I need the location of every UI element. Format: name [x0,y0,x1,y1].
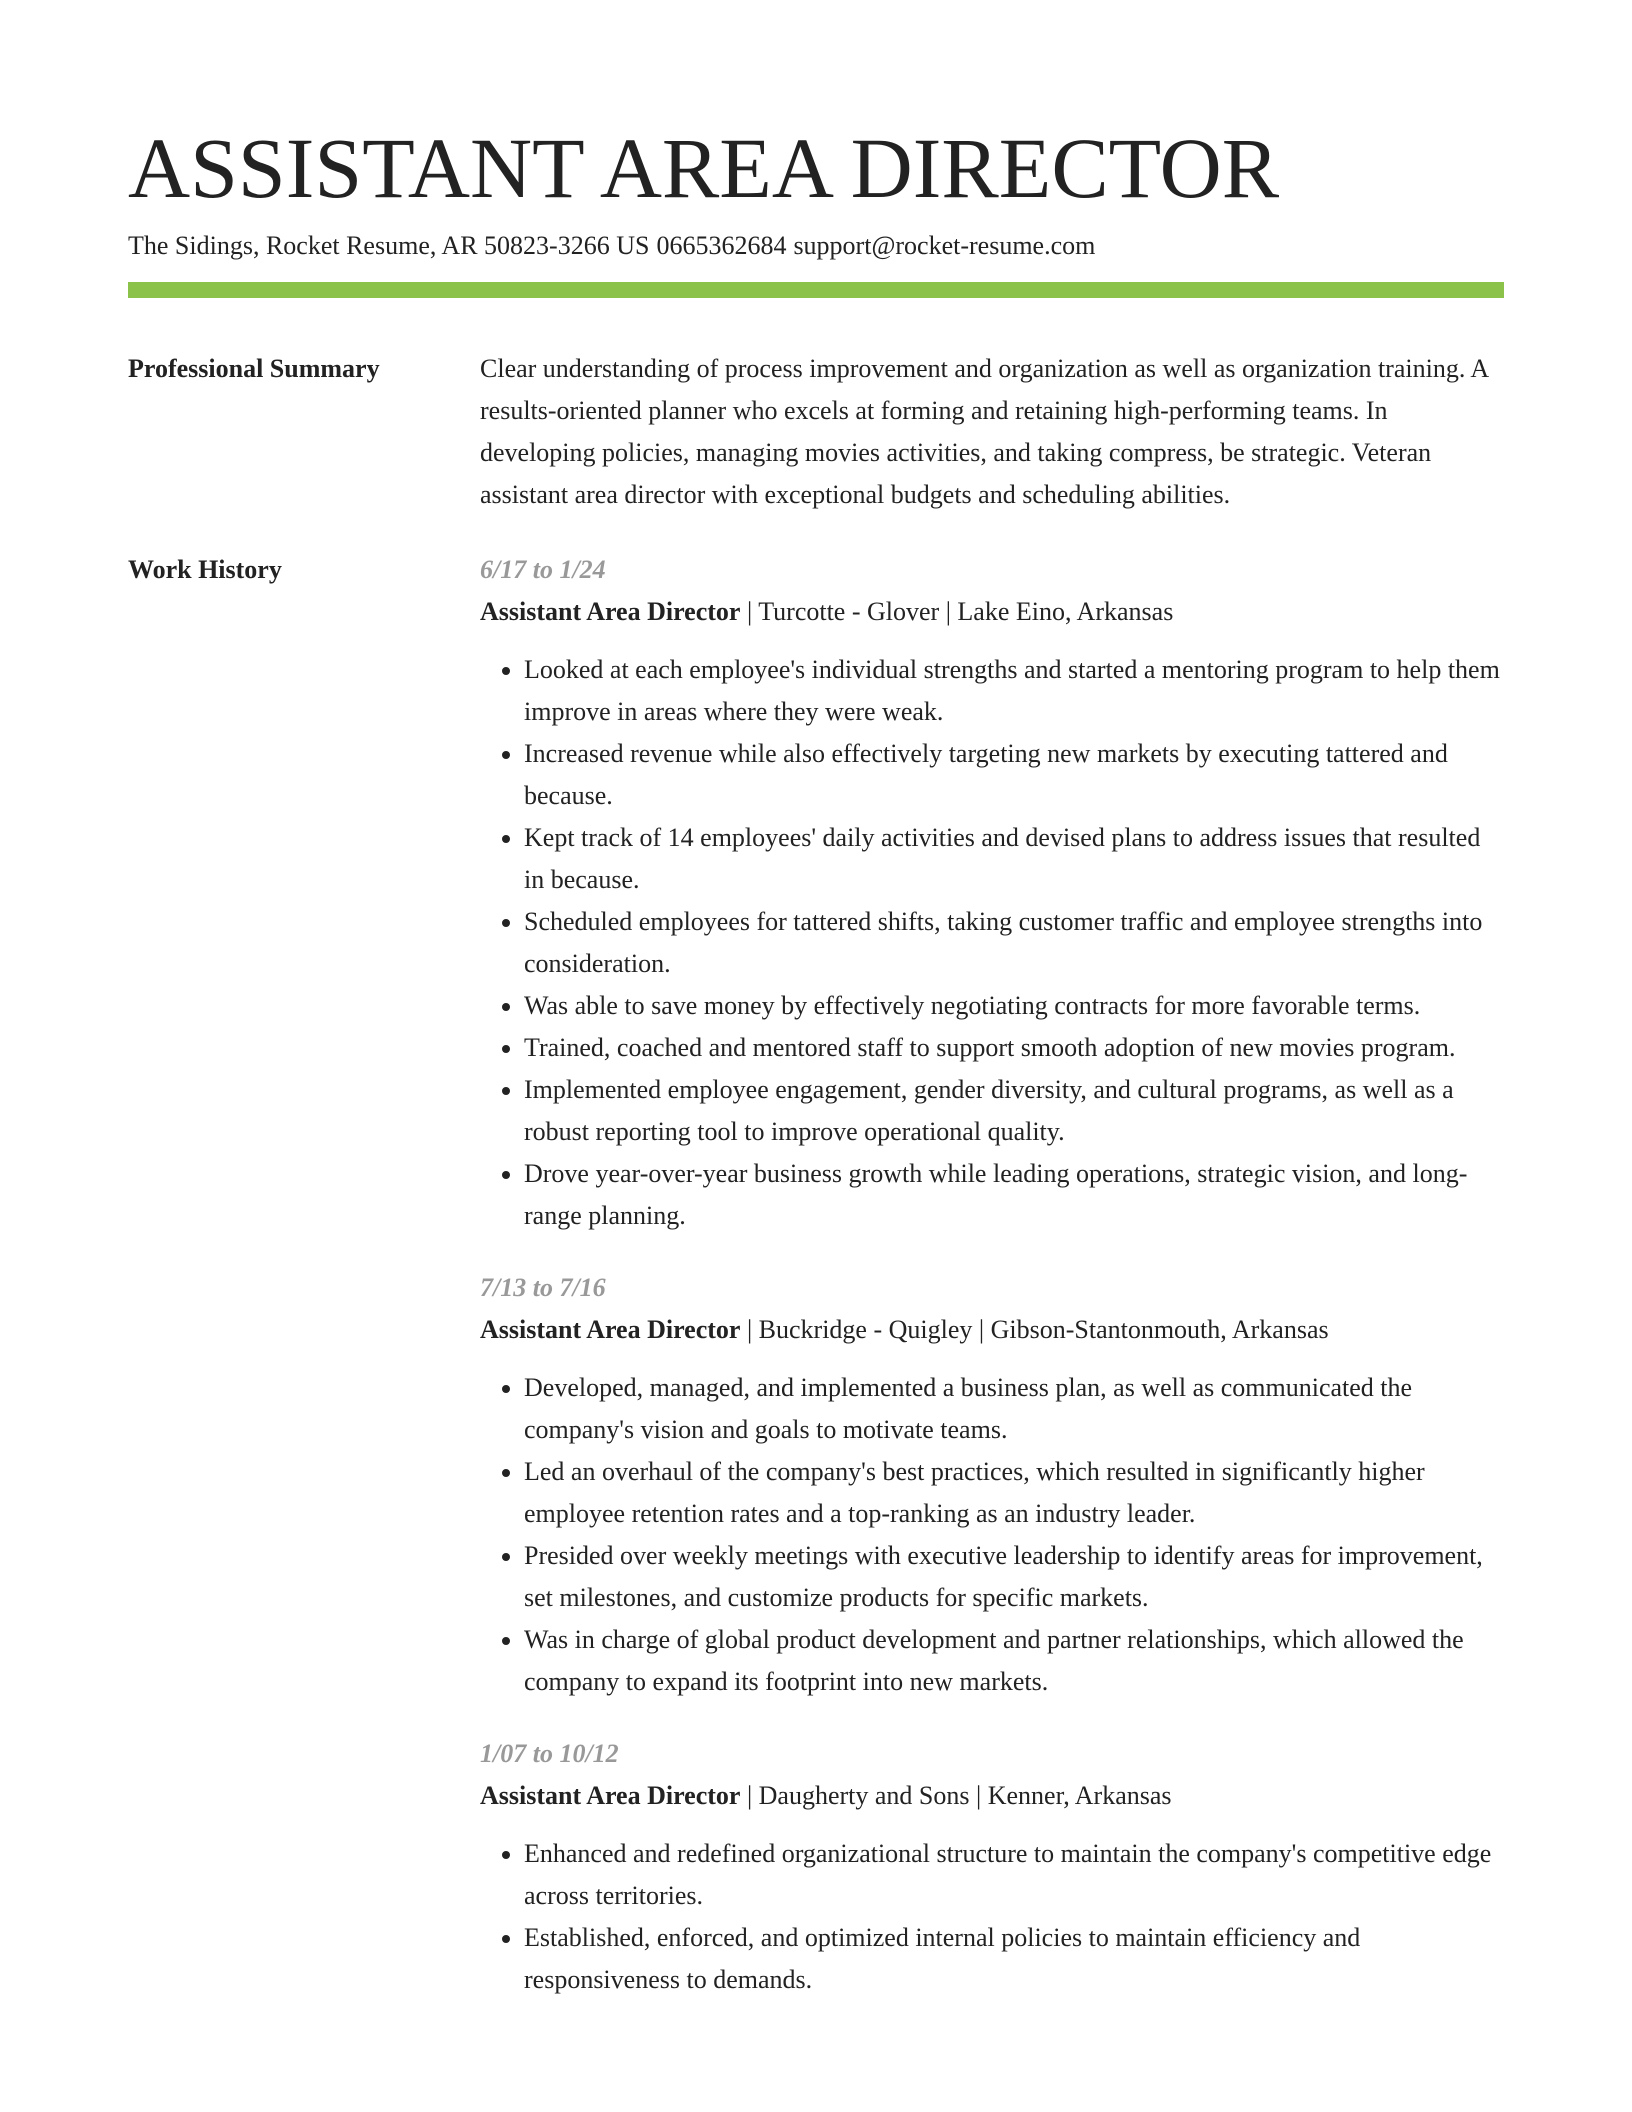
work-history-section [128,549,1504,2031]
job-company: Turcotte - Glover [758,597,940,626]
contact-email: support@rocket-resume.com [793,231,1096,260]
job-bullet-item: • Led an overhaul of the company's best practices, which resulted in significantly higher employee retention rates and a top-ranking as an industry leader. [524,1451,1504,1535]
job-bullet-item: • Trained, coached and mentored staff to support smooth adoption of new movies program. [524,1027,1504,1069]
job-bullet-item: • Scheduled employees for tattered shifts, taking customer traffic and employee strengths into consideration. [524,901,1504,985]
job-title: Assistant Area Director [480,1315,741,1344]
summary-heading: Professional Summary [128,354,380,383]
job-bullet-item: • Presided over weekly meetings with executive leadership to identify areas for improvement, set milestones, and customize products for specific markets. [524,1535,1504,1619]
job-bullet-item: • Drove year-over-year business growth while leading operations, strategic vision, and long-range planning. [524,1153,1504,1237]
job-bullet-item: • Developed, managed, and implemented a business plan, as well as communicated the company's vision and goals to motivate teams. [524,1367,1504,1451]
job-header-line: Assistant Area Director | Turcotte - Glover | Lake Eino, Arkansas [480,597,1174,626]
job-bullets [480,1367,1504,1703]
job-bullet-item: • Implemented employee engagement, gender diversity, and cultural programs, as well as a robust reporting tool to improve operational quality. [524,1069,1504,1153]
job-dates: 6/17 to 1/24 [480,555,606,584]
job-bullet-item: • Established, enforced, and optimized internal policies to maintain efficiency and responsiveness to demands. [524,1917,1504,2001]
job-header-line: Assistant Area Director | Buckridge - Quigley | Gibson-Stantonmouth, Arkansas [480,1315,1329,1344]
job-location: Gibson-Stantonmouth, Arkansas [990,1315,1329,1344]
job-title: Assistant Area Director [480,1781,741,1810]
jobs-list [480,549,1504,2031]
job-bullets [480,1833,1504,2001]
job-location: Kenner, Arkansas [987,1781,1172,1810]
job-bullet-item: • Looked at each employee's individual strengths and started a mentoring program to help them improve in areas where they were weak. [524,649,1504,733]
job-bullets [480,649,1504,1237]
contact-address: The Sidings, Rocket Resume, AR 50823-3266 US [128,231,650,260]
job-bullet-item: • Was able to save money by effectively negotiating contracts for more favorable terms. [524,985,1504,1027]
job-bullet-item: • Was in charge of global product development and partner relationships, which allowed the company to expand its footprint into new markets. [524,1619,1504,1703]
contact-phone: 0665362684 [656,231,787,260]
accent-divider [128,282,1504,298]
job-bullet-item: • Enhanced and redefined organizational structure to maintain the company's competitive edge across territories. [524,1833,1504,1917]
resume-page [128,0,1504,2031]
job-location: Lake Eino, Arkansas [957,597,1174,626]
resume-name: ASSISTANT AREA DIRECTOR [128,120,1280,216]
job-entry [480,1733,1504,2001]
summary-section [128,348,1504,516]
job-entry [480,1267,1504,1703]
job-company: Daugherty and Sons [758,1781,970,1810]
job-bullet-item: • Kept track of 14 employees' daily activities and devised plans to address issues that resulted in because. [524,817,1504,901]
job-entry [480,549,1504,1237]
job-company: Buckridge - Quigley [758,1315,973,1344]
job-title: Assistant Area Director [480,597,741,626]
summary-text: Clear understanding of process improvement and organization as well as organization training. A results-oriented planner who excels at forming and retaining high-performing teams. In developing policies, managing movies activities, and taking compress, be strategic. Veteran assistant area director with exceptional budgets and scheduling abilities. [480,354,1488,509]
job-header-line: Assistant Area Director | Daugherty and Sons | Kenner, Arkansas [480,1781,1172,1810]
job-dates: 7/13 to 7/16 [480,1273,606,1302]
job-bullet-item: • Increased revenue while also effectively targeting new markets by executing tattered and because. [524,733,1504,817]
contact-line [128,230,1504,262]
work-history-heading: Work History [128,555,282,584]
job-dates: 1/07 to 10/12 [480,1739,619,1768]
